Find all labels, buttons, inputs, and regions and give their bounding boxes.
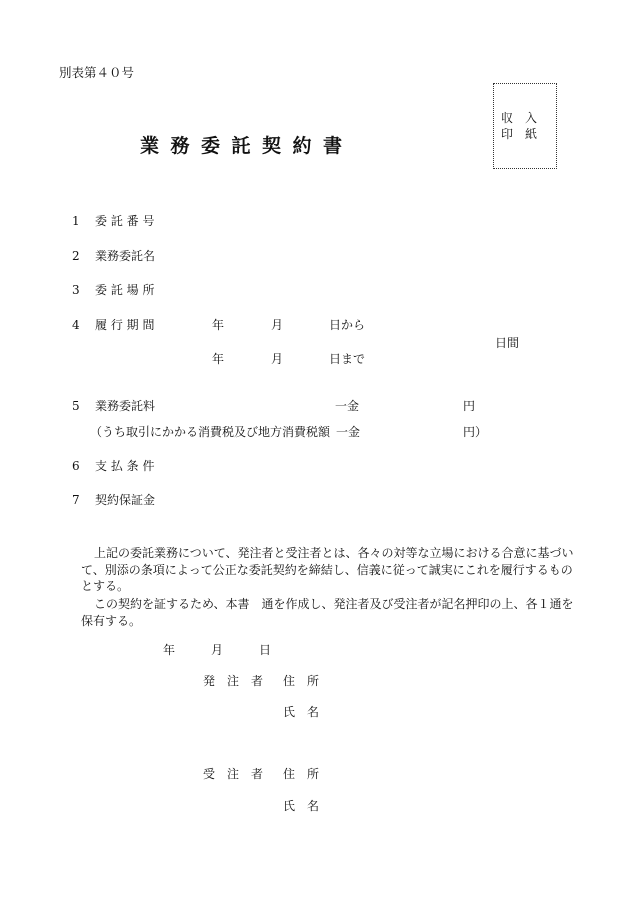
body-paragraph-2: この契約を証するため、本書 通を作成し、発注者及び受注者が記名押印の上、各１通を保有する。	[81, 597, 574, 628]
orderer-name-label: 氏 名	[283, 705, 320, 719]
fee-yen: 円	[463, 399, 476, 413]
document-title: 業務委託契約書	[140, 135, 354, 157]
item-label-deposit: 契約保証金	[95, 493, 156, 507]
period-from-year: 年	[212, 318, 225, 332]
period-from-month: 月	[271, 318, 284, 332]
item-label-payment-terms: 支 払 条 件	[95, 459, 155, 473]
contractor-address-label: 住 所	[283, 767, 320, 781]
period-to-day: 日まで	[329, 352, 366, 366]
contractor-name-label: 氏 名	[283, 799, 320, 813]
item-label-task-name: 業務委託名	[95, 249, 156, 263]
item-label-location: 委 託 場 所	[95, 283, 155, 297]
period-to-month: 月	[271, 352, 284, 366]
item-label-fee: 業務委託料	[95, 399, 156, 413]
fee-kin: 一金	[335, 399, 360, 413]
orderer-address-label: 住 所	[283, 674, 320, 688]
fee-tax-yen: 円）	[463, 425, 488, 439]
item-number-2: 2	[72, 249, 80, 263]
fee-tax-kin: 一金	[336, 425, 361, 439]
item-label-contract-number: 委 託 番 号	[95, 214, 155, 228]
contractor-label: 受 注 者	[203, 767, 264, 781]
period-to-year: 年	[212, 352, 225, 366]
item-number-1: 1	[72, 214, 80, 228]
period-days: 日間	[495, 336, 520, 350]
date-year: 年	[163, 643, 176, 657]
item-number-4: 4	[72, 318, 80, 332]
item-label-period: 履 行 期 間	[95, 318, 155, 332]
item-number-3: 3	[72, 283, 80, 297]
body-paragraph-1: 上記の委託業務について、発注者と受注者とは、各々の対等な立場における合意に基づいて、別添の条項によって公正な委託契約を締結し、信義に従って誠実にこれを履行するものとする。	[81, 546, 574, 593]
fee-tax-note: （うち取引にかかる消費税及び地方消費税額	[90, 425, 331, 439]
stamp-label-line1: 収 入	[501, 111, 538, 125]
item-number-5: 5	[72, 399, 80, 413]
revenue-stamp-box	[493, 83, 557, 169]
date-day: 日	[259, 643, 272, 657]
orderer-label: 発 注 者	[203, 674, 264, 688]
date-month: 月	[211, 643, 224, 657]
item-number-7: 7	[72, 493, 80, 507]
item-number-6: 6	[72, 459, 80, 473]
stamp-label-line2: 印 紙	[501, 127, 538, 141]
period-from-day: 日から	[329, 318, 366, 332]
form-number: 別表第４０号	[59, 65, 135, 80]
